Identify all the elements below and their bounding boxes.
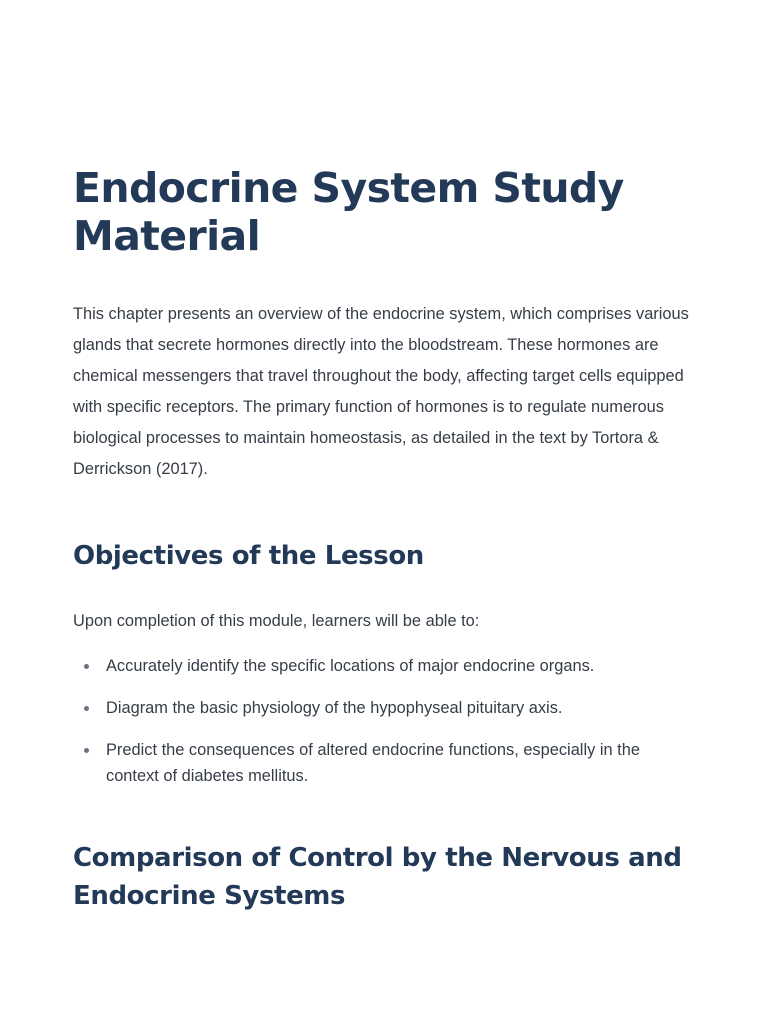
objective-text: Predict the consequences of altered endocrine functions, especially in the context of diabetes mellitus. (106, 741, 640, 785)
list-item (73, 737, 693, 789)
bullet-icon (84, 706, 89, 711)
bullet-icon (84, 748, 89, 753)
page-title: Endocrine System Study Material (73, 164, 624, 260)
document-page (73, 164, 693, 915)
bullet-icon (84, 664, 89, 669)
list-item (73, 695, 693, 721)
objectives-lead: Upon completion of this module, learners will be able to: (73, 612, 480, 630)
objectives-list (73, 653, 693, 789)
objective-text: Diagram the basic physiology of the hypophyseal pituitary axis. (106, 699, 563, 717)
comparison-heading: Comparison of Control by the Nervous and Endocrine Systems (73, 843, 682, 911)
list-item (73, 653, 693, 679)
objective-text: Accurately identify the specific locations of major endocrine organs. (106, 657, 595, 675)
intro-paragraph: This chapter presents an overview of the endocrine system, which comprises various glands that secrete hormones directly into the bloodstream. These hormones are chemical messengers that travel throughout the body, affecting target cells equipped with specific receptors. The primary function of hormones is to regulate numerous biological processes to maintain homeostasis, as detailed in the text by Tortora & Derrickson (2017). (73, 305, 689, 478)
objectives-heading: Objectives of the Lesson (73, 541, 424, 571)
